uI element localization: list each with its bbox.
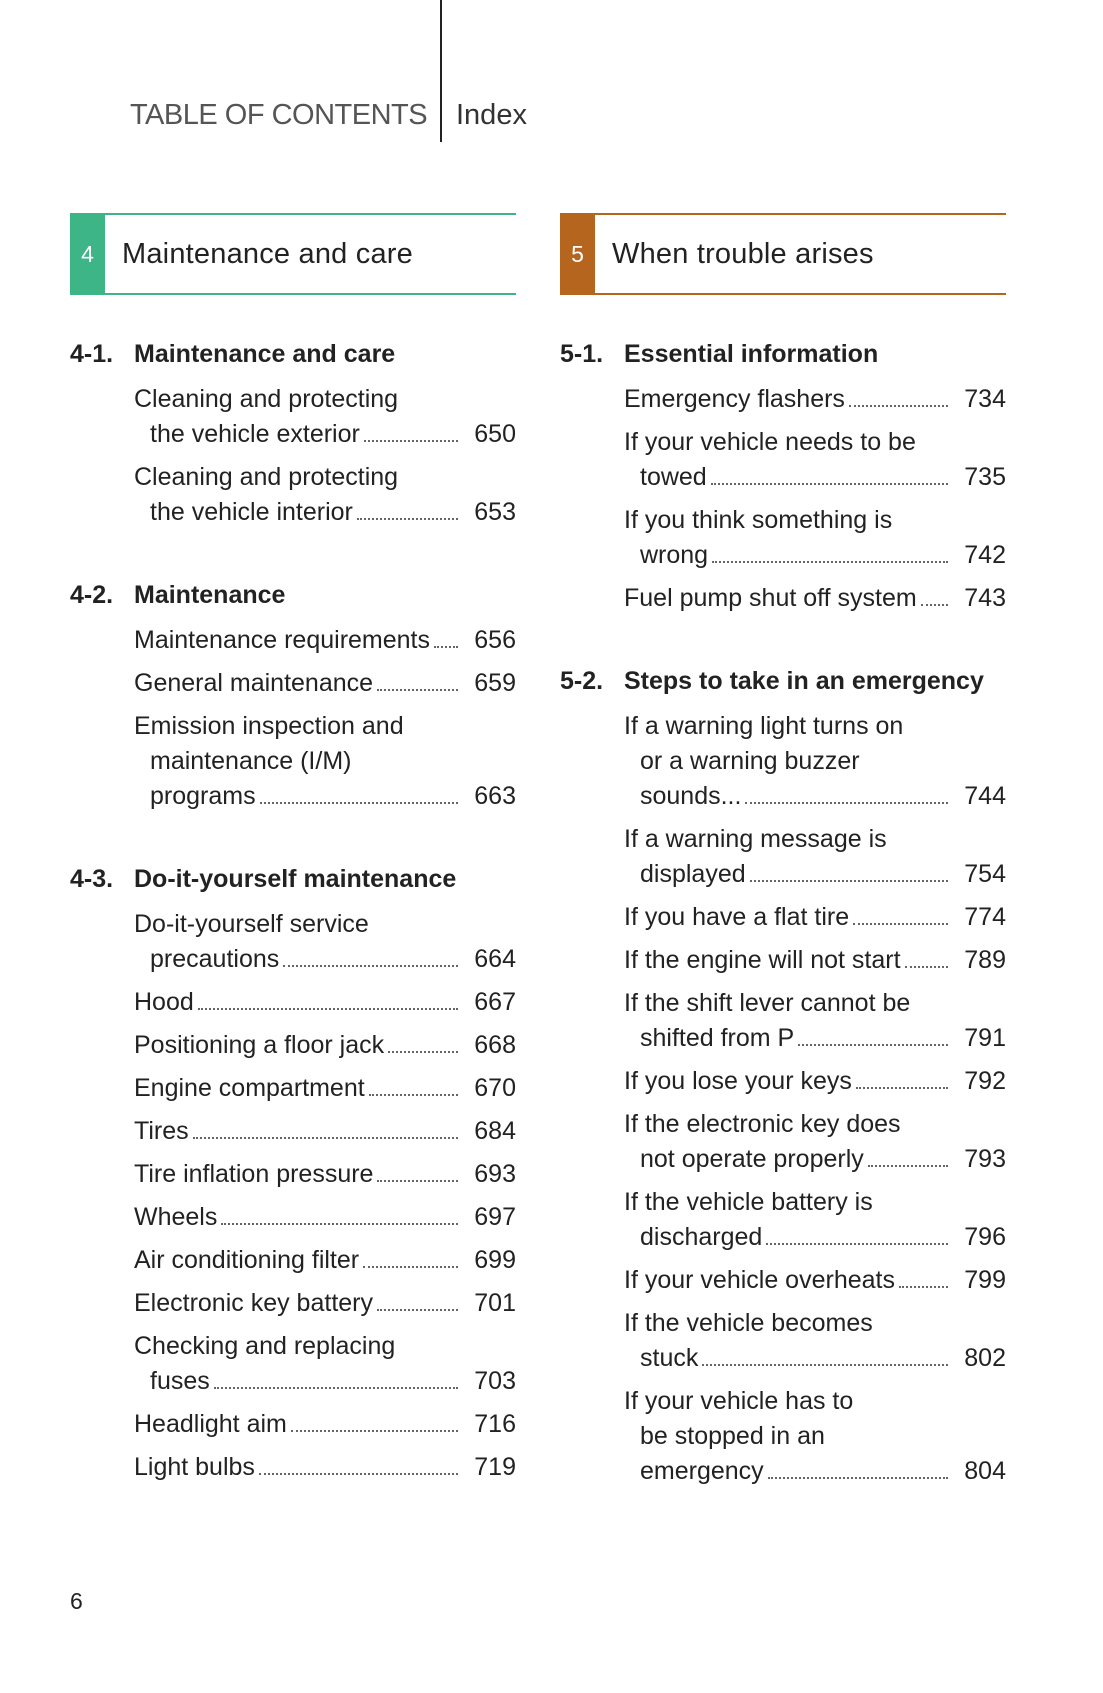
section-heading[interactable] <box>70 339 516 369</box>
entry-text: Hood <box>134 988 194 1016</box>
entry-line <box>134 1071 516 1106</box>
dot-leader <box>921 604 948 606</box>
toc-entry[interactable] <box>134 1114 516 1149</box>
entry-line <box>624 1021 1006 1056</box>
dot-leader <box>745 802 948 804</box>
entry-text: Headlight aim <box>134 1410 287 1438</box>
top-navigation <box>0 0 1103 160</box>
dot-leader <box>388 1051 458 1053</box>
section-title: Steps to take in an emergency <box>624 667 984 695</box>
entry-text: If you have a flat tire <box>624 903 850 931</box>
toc-section <box>560 666 1006 1489</box>
entry-line <box>624 822 1006 857</box>
toc-entry[interactable] <box>134 907 516 977</box>
entry-line <box>134 1243 516 1278</box>
entry-line <box>134 1286 516 1321</box>
entry-text: If you lose your keys <box>624 1067 852 1095</box>
toc-entry[interactable] <box>624 581 1006 616</box>
entry-line <box>134 779 516 814</box>
dot-leader <box>214 1387 458 1389</box>
entry-text: Tires <box>134 1117 189 1145</box>
chapter-5-header[interactable] <box>560 213 1006 295</box>
page-ref: 735 <box>964 463 1006 491</box>
toc-section <box>70 339 516 530</box>
section-entries <box>70 382 516 530</box>
entry-text: If you think something is <box>624 506 893 534</box>
dot-leader <box>377 689 458 691</box>
entry-text: the vehicle exterior <box>150 420 360 448</box>
page-ref: 792 <box>964 1067 1006 1095</box>
chapter-4-sections <box>70 339 516 1485</box>
dot-leader <box>377 1180 458 1182</box>
toc-entry[interactable] <box>624 1064 1006 1099</box>
entry-line <box>134 460 516 495</box>
dot-leader <box>357 518 458 520</box>
chapter-4-column <box>70 213 516 1493</box>
entry-line <box>624 460 1006 495</box>
toc-entry[interactable] <box>134 1071 516 1106</box>
page-ref: 701 <box>474 1289 516 1317</box>
toc-entry[interactable] <box>624 709 1006 814</box>
dot-leader <box>291 1430 458 1432</box>
entry-text: If your vehicle needs to be <box>624 428 916 456</box>
dot-leader <box>198 1008 458 1010</box>
page-ref: 789 <box>964 946 1006 974</box>
toc-section <box>70 864 516 1485</box>
entry-line <box>624 382 1006 417</box>
page-ref: 774 <box>964 903 1006 931</box>
page-ref: 697 <box>474 1203 516 1231</box>
page-ref: 799 <box>964 1266 1006 1294</box>
entry-text: maintenance (I/M) <box>150 747 352 775</box>
entry-line <box>624 538 1006 573</box>
toc-entry[interactable] <box>624 986 1006 1056</box>
toc-entry[interactable] <box>134 709 516 814</box>
page-ref: 699 <box>474 1246 516 1274</box>
entry-text: Engine compartment <box>134 1074 365 1102</box>
page-ref: 684 <box>474 1117 516 1145</box>
chapter-number-badge: 4 <box>70 215 105 293</box>
entry-line <box>134 1157 516 1192</box>
dot-leader <box>899 1286 948 1288</box>
chapter-number-badge: 5 <box>560 215 595 293</box>
dot-leader <box>712 561 948 563</box>
dot-leader <box>259 1473 458 1475</box>
section-heading[interactable] <box>70 864 516 894</box>
entry-text: towed <box>640 463 707 491</box>
chapter-title: Maintenance and care <box>122 237 413 270</box>
entry-line <box>134 666 516 701</box>
toc-entry[interactable] <box>624 1263 1006 1298</box>
page-ref: 664 <box>474 945 516 973</box>
page-ref: 796 <box>964 1223 1006 1251</box>
entry-line <box>134 417 516 452</box>
entry-text: emergency <box>640 1457 764 1485</box>
entry-text: Checking and replacing <box>134 1332 396 1360</box>
entry-text: discharged <box>640 1223 763 1251</box>
chapter-5-column <box>560 213 1006 1497</box>
entry-text: Electronic key battery <box>134 1289 373 1317</box>
toc-entry[interactable] <box>624 1185 1006 1255</box>
entry-line <box>624 943 1006 978</box>
section-title: Essential information <box>624 340 879 368</box>
entry-text: If your vehicle overheats <box>624 1266 895 1294</box>
entry-text: Fuel pump shut off system <box>624 584 917 612</box>
section-entries <box>70 623 516 814</box>
entry-text: Tire inflation pressure <box>134 1160 374 1188</box>
dot-leader <box>369 1094 458 1096</box>
toc-entry[interactable] <box>134 382 516 452</box>
toc-entry[interactable] <box>624 503 1006 573</box>
dot-leader <box>363 1266 458 1268</box>
page-ref: 742 <box>964 541 1006 569</box>
entry-text: sounds... <box>640 782 742 810</box>
toc-entry[interactable] <box>624 1306 1006 1376</box>
page-ref: 804 <box>964 1457 1006 1485</box>
page-ref: 693 <box>474 1160 516 1188</box>
toc-entry[interactable] <box>624 943 1006 978</box>
entry-text: If the vehicle battery is <box>624 1188 873 1216</box>
toc-entry[interactable] <box>134 1243 516 1278</box>
entry-text: fuses <box>150 1367 210 1395</box>
entry-line <box>624 1263 1006 1298</box>
toc-entry[interactable] <box>134 1286 516 1321</box>
entry-line <box>134 1407 516 1442</box>
entry-text: the vehicle interior <box>150 498 353 526</box>
dot-leader <box>702 1364 948 1366</box>
dot-leader <box>853 923 948 925</box>
entry-text: not operate properly <box>640 1145 864 1173</box>
page-ref: 670 <box>474 1074 516 1102</box>
chapter-5-sections <box>560 339 1006 1489</box>
entry-line <box>624 1107 1006 1142</box>
toc-entry[interactable] <box>134 1450 516 1485</box>
entry-text: Cleaning and protecting <box>134 385 399 413</box>
entry-line <box>624 1384 1006 1419</box>
entry-text: Do-it-yourself service <box>134 910 369 938</box>
toc-entry[interactable] <box>134 1157 516 1192</box>
entry-line <box>134 1114 516 1149</box>
page-ref: 716 <box>474 1410 516 1438</box>
page-ref: 656 <box>474 626 516 654</box>
dot-leader <box>766 1243 948 1245</box>
section-heading[interactable] <box>560 666 1006 696</box>
toc-entry[interactable] <box>134 623 516 658</box>
entry-line <box>134 495 516 530</box>
dot-leader <box>868 1165 948 1167</box>
entry-text: If the vehicle becomes <box>624 1309 873 1337</box>
entry-line <box>624 744 1006 779</box>
toc-section <box>560 339 1006 616</box>
entry-text: displayed <box>640 860 746 888</box>
entry-line <box>624 1454 1006 1489</box>
entry-text: If a warning light turns on <box>624 712 904 740</box>
page-ref: 668 <box>474 1031 516 1059</box>
page-ref: 734 <box>964 385 1006 413</box>
dot-leader <box>905 966 948 968</box>
entry-text: Maintenance requirements <box>134 626 430 654</box>
entry-text: If the shift lever cannot be <box>624 989 911 1017</box>
entry-line <box>134 942 516 977</box>
dot-leader <box>711 483 948 485</box>
entry-line <box>624 1185 1006 1220</box>
toc-entry[interactable] <box>134 985 516 1020</box>
entry-text: programs <box>150 782 256 810</box>
entry-line <box>134 1329 516 1364</box>
dot-leader <box>750 880 948 882</box>
entry-line <box>134 382 516 417</box>
toc-entry[interactable] <box>624 382 1006 417</box>
page-number: 6 <box>70 1588 83 1614</box>
toc-entry[interactable] <box>134 460 516 530</box>
entry-line <box>134 1200 516 1235</box>
page-ref: 667 <box>474 988 516 1016</box>
entry-text: If the electronic key does <box>624 1110 901 1138</box>
entry-line <box>624 900 1006 935</box>
page-ref: 791 <box>964 1024 1006 1052</box>
toc-entry[interactable] <box>624 1384 1006 1489</box>
entry-line <box>624 1341 1006 1376</box>
toc-entry[interactable] <box>134 1407 516 1442</box>
entry-text: If your vehicle has to <box>624 1387 854 1415</box>
entry-line <box>624 1142 1006 1177</box>
section-entries <box>70 907 516 1485</box>
section-title: Maintenance <box>134 581 286 609</box>
section-entries <box>560 709 1006 1489</box>
entry-text: Air conditioning filter <box>134 1246 360 1274</box>
toc-entry[interactable] <box>134 1329 516 1399</box>
entry-text: Positioning a floor jack <box>134 1031 385 1059</box>
page-ref: 653 <box>474 498 516 526</box>
entry-line <box>134 907 516 942</box>
page-ref: 793 <box>964 1145 1006 1173</box>
entry-text: Emergency flashers <box>624 385 845 413</box>
nav-divider <box>440 0 442 142</box>
entry-line <box>624 1064 1006 1099</box>
section-number: 5-2. <box>560 667 604 695</box>
entry-line <box>134 1028 516 1063</box>
entry-text: Light bulbs <box>134 1453 255 1481</box>
toc-entry[interactable] <box>624 900 1006 935</box>
dot-leader <box>434 646 458 648</box>
page-ref: 719 <box>474 1453 516 1481</box>
entry-text: be stopped in an <box>640 1422 825 1450</box>
entry-line <box>624 1220 1006 1255</box>
page-ref: 659 <box>474 669 516 697</box>
page-ref: 650 <box>474 420 516 448</box>
toc-entry[interactable] <box>134 1028 516 1063</box>
section-entries <box>560 382 1006 616</box>
entry-line <box>624 1419 1006 1454</box>
entry-text: or a warning buzzer <box>640 747 860 775</box>
entry-line <box>134 1364 516 1399</box>
entry-line <box>134 744 516 779</box>
dot-leader <box>193 1137 458 1139</box>
entry-text: wrong <box>640 541 709 569</box>
page-ref: 703 <box>474 1367 516 1395</box>
section-heading[interactable] <box>70 580 516 610</box>
page-ref: 663 <box>474 782 516 810</box>
toc-section <box>70 580 516 814</box>
entry-line <box>134 1450 516 1485</box>
dot-leader <box>798 1044 948 1046</box>
entry-text: If the engine will not start <box>624 946 901 974</box>
chapter-4-header[interactable] <box>70 213 516 295</box>
section-title: Maintenance and care <box>134 340 396 368</box>
entry-line <box>624 857 1006 892</box>
section-number: 4-1. <box>70 340 114 368</box>
toc-entry[interactable] <box>134 666 516 701</box>
page-ref: 802 <box>964 1344 1006 1372</box>
section-number: 4-3. <box>70 865 114 893</box>
dot-leader <box>221 1223 458 1225</box>
dot-leader <box>377 1309 458 1311</box>
entry-line <box>624 503 1006 538</box>
toc-entry[interactable] <box>624 425 1006 495</box>
dot-leader <box>283 965 458 967</box>
dot-leader <box>856 1087 948 1089</box>
section-number: 5-1. <box>560 340 604 368</box>
entry-text: If a warning message is <box>624 825 887 853</box>
entry-text: Wheels <box>134 1203 218 1231</box>
section-number: 4-2. <box>70 581 114 609</box>
entry-text: General maintenance <box>134 669 374 697</box>
entry-line <box>134 985 516 1020</box>
entry-line <box>624 986 1006 1021</box>
page-ref: 754 <box>964 860 1006 888</box>
page-ref: 743 <box>964 584 1006 612</box>
entry-text: Cleaning and protecting <box>134 463 399 491</box>
entry-line <box>624 581 1006 616</box>
dot-leader <box>849 405 948 407</box>
entry-line <box>624 779 1006 814</box>
page-ref: 744 <box>964 782 1006 810</box>
toc-entry[interactable] <box>624 822 1006 892</box>
entry-text: Emission inspection and <box>134 712 404 740</box>
entry-line <box>624 709 1006 744</box>
chapter-title: When trouble arises <box>612 237 874 270</box>
dot-leader <box>364 440 458 442</box>
index-tab-link[interactable]: Index <box>456 99 527 131</box>
toc-tab-link[interactable]: TABLE OF CONTENTS <box>130 99 428 131</box>
entry-line <box>624 425 1006 460</box>
toc-entry[interactable] <box>624 1107 1006 1177</box>
entry-text: precautions <box>150 945 280 973</box>
entry-text: stuck <box>640 1344 699 1372</box>
entry-line <box>134 709 516 744</box>
entry-line <box>134 623 516 658</box>
section-heading[interactable] <box>560 339 1006 369</box>
entry-text: shifted from P <box>640 1024 795 1052</box>
toc-entry[interactable] <box>134 1200 516 1235</box>
dot-leader <box>260 802 458 804</box>
section-title: Do-it-yourself maintenance <box>134 865 457 893</box>
dot-leader <box>768 1477 948 1479</box>
entry-line <box>624 1306 1006 1341</box>
